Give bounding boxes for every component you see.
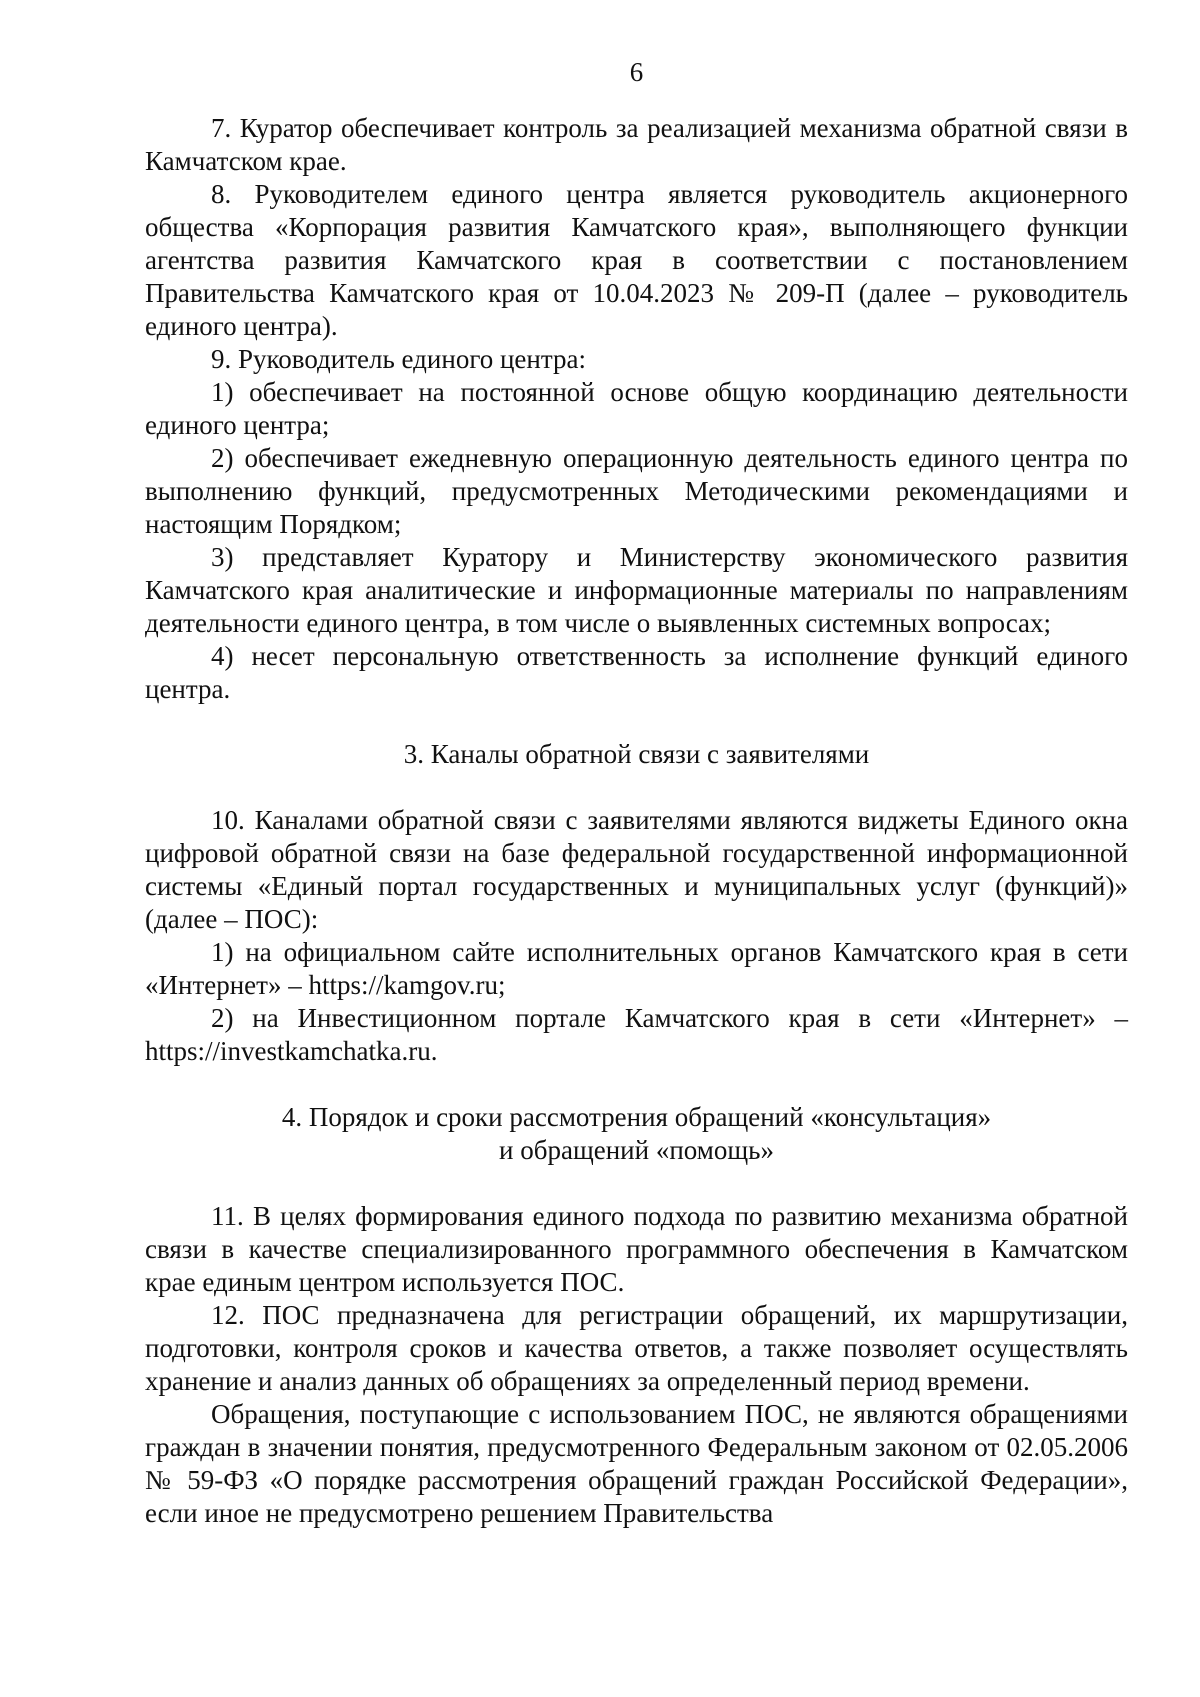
paragraph-12: 12. ПОС предназначена для регистрации обращений, их маршрутизации, подготовки, контроля сроков и качества ответов, а также позволяет осуществлять хранение и анализ данных об обращениях за определенный период времени. [145,1300,1128,1396]
paragraph-9-item-2: 2) обеспечивает ежедневную операционную деятельность единого центра по выполнению функций, предусмотренных Методическими рекомендациями и настоящим Порядком; [145,443,1128,539]
document-page [145,56,1128,1530]
paragraph-10-item-1: 1) на официальном сайте исполнительных органов Камчатского края в сети «Интернет» – https://kamgov.ru; [145,937,1128,1000]
paragraph-9-item-1: 1) обеспечивает на постоянной основе общую координацию деятельности единого центра; [145,377,1128,440]
paragraph-9: 9. Руководитель единого центра: [211,344,586,374]
paragraph-8: 8. Руководителем единого центра является руководитель акционерного общества «Корпорация развития Камчатского края», выполняющего функции агентства развития Камчатского края в соответствии с постановлением Правительства Камчатского края от 10.04.2023 № 209-П (далее – руководитель единого центра). [145,179,1128,341]
paragraph-9-item-3: 3) представляет Куратору и Министерству экономического развития Камчатского края аналитические и информационные материалы по направлениям деятельности единого центра, в том числе о выявленных системных вопросах; [145,542,1128,638]
section-4-heading [145,1101,1128,1167]
paragraph-11: 11. В целях формирования единого подхода по развитию механизма обратной связи в качестве специализированного программного обеспечения в Камчатском крае единым центром используется ПОС. [145,1201,1128,1297]
paragraph-12-continuation: Обращения, поступающие с использованием ПОС, не являются обращениями граждан в значении понятия, предусмотренного Федеральным законом от 02.05.2006 № 59-ФЗ «О порядке рассмотрения обращений граждан Российской Федерации», если иное не предусмотрено решением Правительства [145,1399,1128,1528]
section-4-heading-line-1: 4. Порядок и сроки рассмотрения обращений «консультация» [281,1102,992,1132]
paragraph-10: 10. Каналами обратной связи с заявителями являются виджеты Единого окна цифровой обратной связи на базе федеральной государственной информационной системы «Единый портал государственных и муниципальных услуг (функций)» (далее – ПОС): [145,805,1128,934]
page-number: 6 [629,57,644,87]
paragraph-9-item-4: 4) несет персональную ответственность за исполнение функций единого центра. [145,641,1128,704]
paragraph-7: 7. Куратор обеспечивает контроль за реализацией механизма обратной связи в Камчатском крае. [145,113,1128,176]
paragraph-10-item-2: 2) на Инвестиционном портале Камчатского края в сети «Интернет» – https://investkamchatka.ru. [145,1003,1128,1066]
section-4-heading-line-2: и обращений «помощь» [499,1135,774,1165]
section-3-heading: 3. Каналы обратной связи с заявителями [403,739,870,769]
